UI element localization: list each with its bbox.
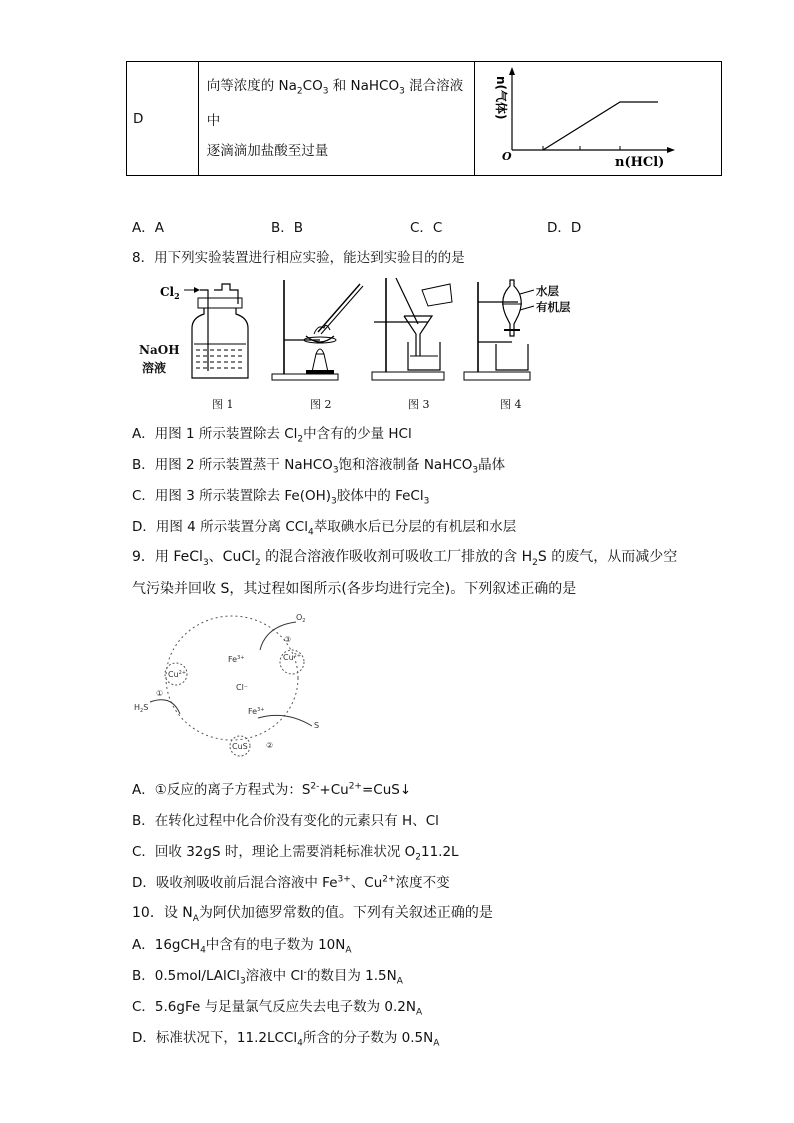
table-row-graph (474, 62, 721, 176)
step-1-label: ① (156, 689, 164, 698)
q7-option-d: D．D (547, 220, 582, 236)
organic-layer-pointer (520, 306, 534, 310)
figure-2-evaporation (270, 276, 370, 386)
caption-fig1: 图 1 (212, 398, 234, 411)
q8-option-c: C．用图 3 所示装置除去 $Fe(OH)_3$胶体中的 FeCl$_3$ (132, 488, 430, 507)
glass-rod (318, 284, 360, 332)
water-layer-pointer (520, 290, 534, 294)
figure-1-wash-bottle (160, 276, 250, 386)
stand-base (464, 372, 530, 380)
q10-option-b: B．0.5mol/LAlCl$_3$溶液中 Cl-的数目为 $1.5N_A$ (132, 967, 403, 987)
h2s-arrow (150, 700, 180, 714)
step-2-label: ② (266, 741, 274, 750)
figure-3-filtration (368, 276, 458, 386)
q9-option-b: B．在转化过程中化合价没有变化的元素只有 H、Cl (132, 813, 439, 829)
q9-option-d: D．吸收剂吸收前后混合溶液中 $Fe^{3+}$、$Cu^{2+}$浓度不变 (132, 874, 450, 891)
x-axis-label: n(HCl) (614, 155, 665, 170)
cus-label: CuS (232, 742, 248, 751)
q10-option-d: D．标准状况下，11.2LCCl$_4$所含的分子数为 $0.5N_A$ (132, 1030, 440, 1049)
curve (543, 102, 658, 150)
caption-fig2: 图 2 (310, 398, 332, 411)
q8-option-d: D．用图 4 所示装置分离 CCl$_4$萃取碘水后已分层的有机层和水层 (132, 519, 517, 538)
q10-option-a: A．16gCH$_4$中含有的电子数为 $10N_A$ (132, 937, 352, 956)
glass-rod (396, 278, 418, 324)
x-axis-arrow (667, 147, 675, 153)
origin-label: O (501, 150, 512, 163)
step-3-label: ③ (284, 635, 292, 644)
naoh-solution-label: 溶液 (142, 361, 167, 375)
stand-base (272, 374, 338, 380)
water-layer-label: 水层 (536, 284, 559, 298)
burner (312, 354, 328, 372)
q7-option-c: C．C (410, 220, 443, 236)
caption-fig4: 图 4 (500, 398, 522, 411)
q8-stem: 8．用下列实验装置进行相应实验，能达到实验目的的是 (132, 250, 465, 266)
sulfur-recovery-cycle-diagram (128, 610, 328, 760)
h2s-label: $H_2S$ (134, 703, 149, 714)
o2-label: $O_2$ (296, 613, 306, 624)
bottle-stopper (198, 298, 242, 308)
inlet-tube (200, 290, 208, 371)
q9-option-a: A．①反应的离子方程式为：$S^{2-}+Cu^{2+}=CuS↓$ (132, 781, 412, 798)
q10-option-c: C．5.6gFe 与足量氯气反应失去电子数为 $0.2N_A$ (132, 999, 423, 1018)
q8-option-a: A．用图 1 所示装置除去 $Cl_2$中含有的少量 HCl (132, 426, 412, 445)
stand-base (372, 372, 444, 380)
q7-option-a: A．A (132, 220, 164, 236)
q10-stem: 10．设 $N_A$为阿伏加德罗常数的值。下列有关叙述正确的是 (132, 905, 493, 924)
desc-line-2: 逐滴滴加盐酸至过量 (206, 143, 329, 160)
answer-table (126, 61, 722, 176)
s-label: S (314, 721, 320, 730)
caption-fig3: 图 3 (408, 398, 430, 411)
chloride-label: Cl⁻ (236, 683, 249, 692)
naoh-label: NaOH (139, 343, 180, 357)
q9-stem-line-1: 9．用 FeCl$_3$、CuCl$_2$ 的混合溶液作吸收剂可吸收工厂排放的含 $H_2S$ 的废气，从而减少空 (132, 549, 678, 568)
y-axis-arrow (509, 67, 515, 75)
q7-option-b: B．B (271, 220, 304, 236)
beaker-pouring (422, 284, 452, 306)
beaker (496, 344, 528, 370)
gas-vs-hcl-graph (475, 62, 721, 175)
desc-line-1: 向等浓度的 $Na_2CO_3$ 和 NaHCO$_3$ 混合溶液中 (206, 77, 464, 130)
organic-layer-label: 有机层 (536, 300, 571, 314)
fe3-mid-label: $Fe^{3+}$ (248, 707, 265, 716)
q8-option-b: B．用图 2 所示装置蒸干 NaHCO$_3$饱和溶液制备 NaHCO$_3$晶体 (132, 457, 506, 476)
flame (316, 349, 324, 354)
cl2-label: $Cl_2$ (160, 285, 180, 301)
table-row-label: D (127, 62, 199, 176)
table-row-description (198, 62, 474, 176)
cu2-left-label: $Cu^{2+}$ (168, 670, 187, 679)
q9-option-c: C．回收 32gS 时，理论上需要消耗标准状况 $O_211.2L$ (132, 844, 459, 863)
s-arrow (258, 715, 312, 726)
fe3-top-label: $Fe^{3+}$ (228, 655, 245, 664)
burner-base (306, 370, 334, 374)
outlet-tube (214, 284, 238, 304)
funnel-body (503, 280, 521, 336)
cu2-right-label: $Cu^{2+}$ (283, 653, 302, 662)
q9-stem-line-2: 气污染并回收 S，其过程如图所示(各步均进行完全)。下列叙述正确的是 (132, 581, 577, 597)
y-axis-label: n(气体) (493, 76, 508, 120)
